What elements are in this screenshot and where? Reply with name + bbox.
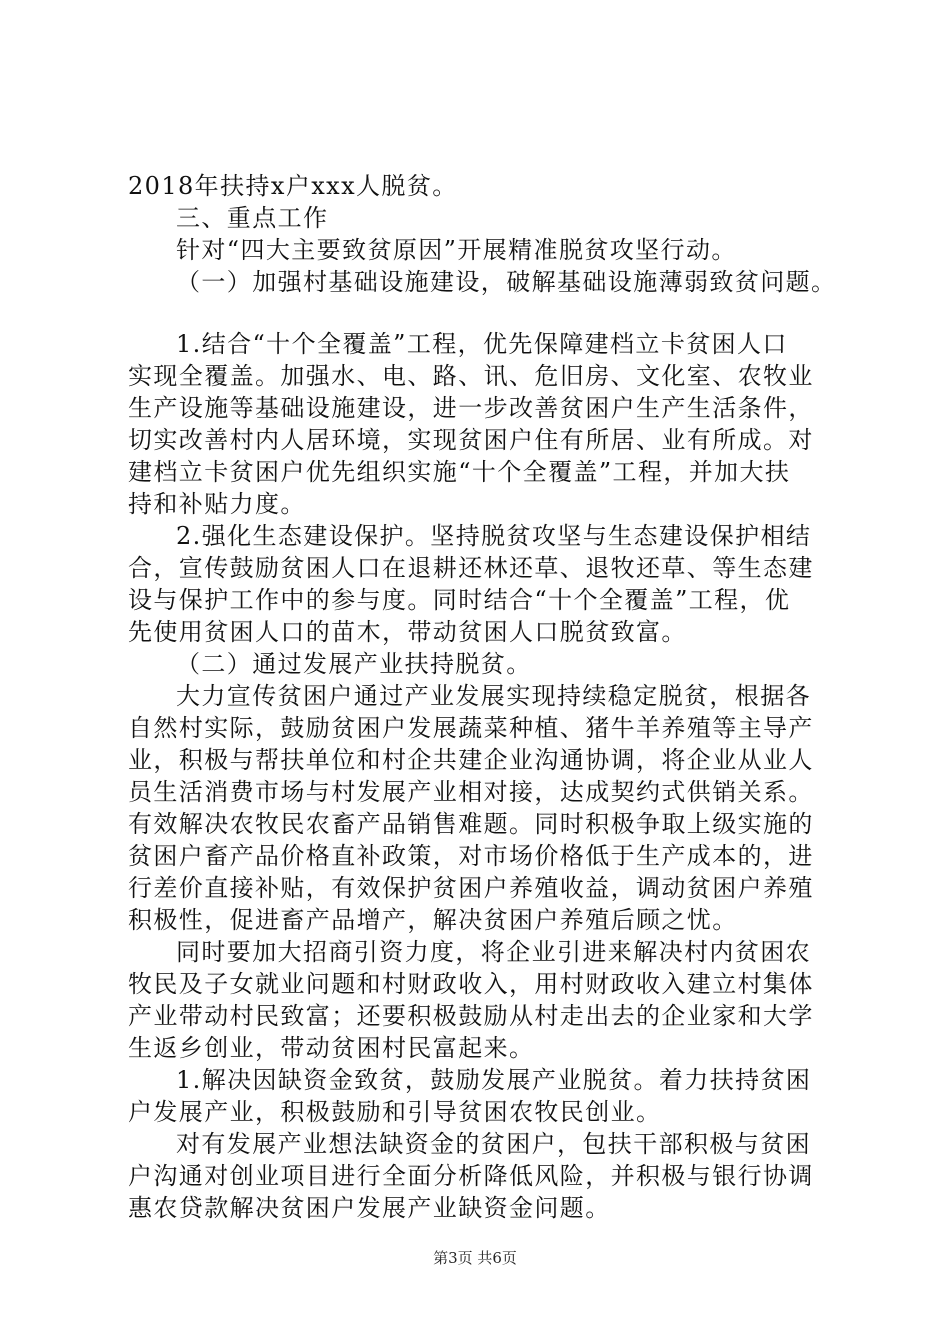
text-line: 有效解决农牧民农畜产品销售难题。同时积极争取上级实施的 [128,810,814,838]
text-line: 行差价直接补贴，有效保护贫困户养殖收益，调动贫困户养殖 [128,874,814,902]
text-line: 实现全覆盖。加强水、电、路、讯、危旧房、文化室、农牧业 [128,362,814,390]
text-line: 先使用贫困人口的苗木，带动贫困人口脱贫致富。 [128,618,687,646]
text-line: 1.解决因缺资金致贫，鼓励发展产业脱贫。着力扶持贫困 [176,1066,812,1094]
text-line: 2.强化生态建设保护。坚持脱贫攻坚与生态建设保护相结 [176,522,812,550]
text-line: 自然村实际，鼓励贫困户发展蔬菜种植、猪牛羊养殖等主导产 [128,714,814,742]
text-line: 1.结合“十个全覆盖”工程，优先保障建档立卡贫困人口 [176,330,788,358]
text-line: 产业带动村民致富；还要积极鼓励从村走出去的企业家和大学 [128,1002,814,1030]
text-line: 户沟通对创业项目进行全面分析降低风险，并积极与银行协调 [128,1162,814,1190]
text-line: 设与保护工作中的参与度。同时结合“十个全覆盖”工程，优 [128,586,791,614]
text-line: 业，积极与帮扶单位和村企共建企业沟通协调，将企业从业人 [128,746,814,774]
text-line: 建档立卡贫困户优先组织实施“十个全覆盖”工程，并加大扶 [128,458,791,486]
text-line: （二）通过发展产业扶持脱贫。 [176,650,532,678]
text-line: 持和补贴力度。 [128,490,306,518]
text-line: 针对“四大主要致贫原因”开展精准脱贫攻坚行动。 [176,236,737,264]
text-line: 贫困户畜产品价格直补政策，对市场价格低于生产成本的，进 [128,842,814,870]
text-line: 对有发展产业想法缺资金的贫困户，包扶干部积极与贫困 [176,1130,811,1158]
text-line: 生返乡创业，带动贫困村民富起来。 [128,1034,535,1062]
text-line: 户发展产业，积极鼓励和引导贫困农牧民创业。 [128,1098,662,1126]
page-footer: 第3页 共6页 [433,1249,517,1267]
text-line: 同时要加大招商引资力度，将企业引进来解决村内贫困农 [176,938,811,966]
text-line: 牧民及子女就业问题和村财政收入，用村财政收入建立村集体 [128,970,814,998]
text-line: 切实改善村内人居环境，实现贫困户住有所居、业有所成。对 [128,426,814,454]
text-line: 2018年扶持x户xxx人脱贫。 [128,172,458,200]
text-line: （一）加强村基础设施建设，破解基础设施薄弱致贫问题。 [176,268,837,296]
text-line: 合，宣传鼓励贫困人口在退耕还林还草、退牧还草、等生态建 [128,554,814,582]
text-line: 惠农贷款解决贫困户发展产业缺资金问题。 [128,1194,611,1222]
text-line: 员生活消费市场与村发展产业相对接，达成契约式供销关系。 [128,778,814,806]
text-line: 生产设施等基础设施建设，进一步改善贫困户生产生活条件， [128,394,814,422]
text-line: 大力宣传贫困户通过产业发展实现持续稳定脱贫，根据各 [176,682,811,710]
text-line: 积极性，促进畜产品增产，解决贫困户养殖后顾之忧。 [128,906,738,934]
text-line: 三、重点工作 [176,204,329,232]
